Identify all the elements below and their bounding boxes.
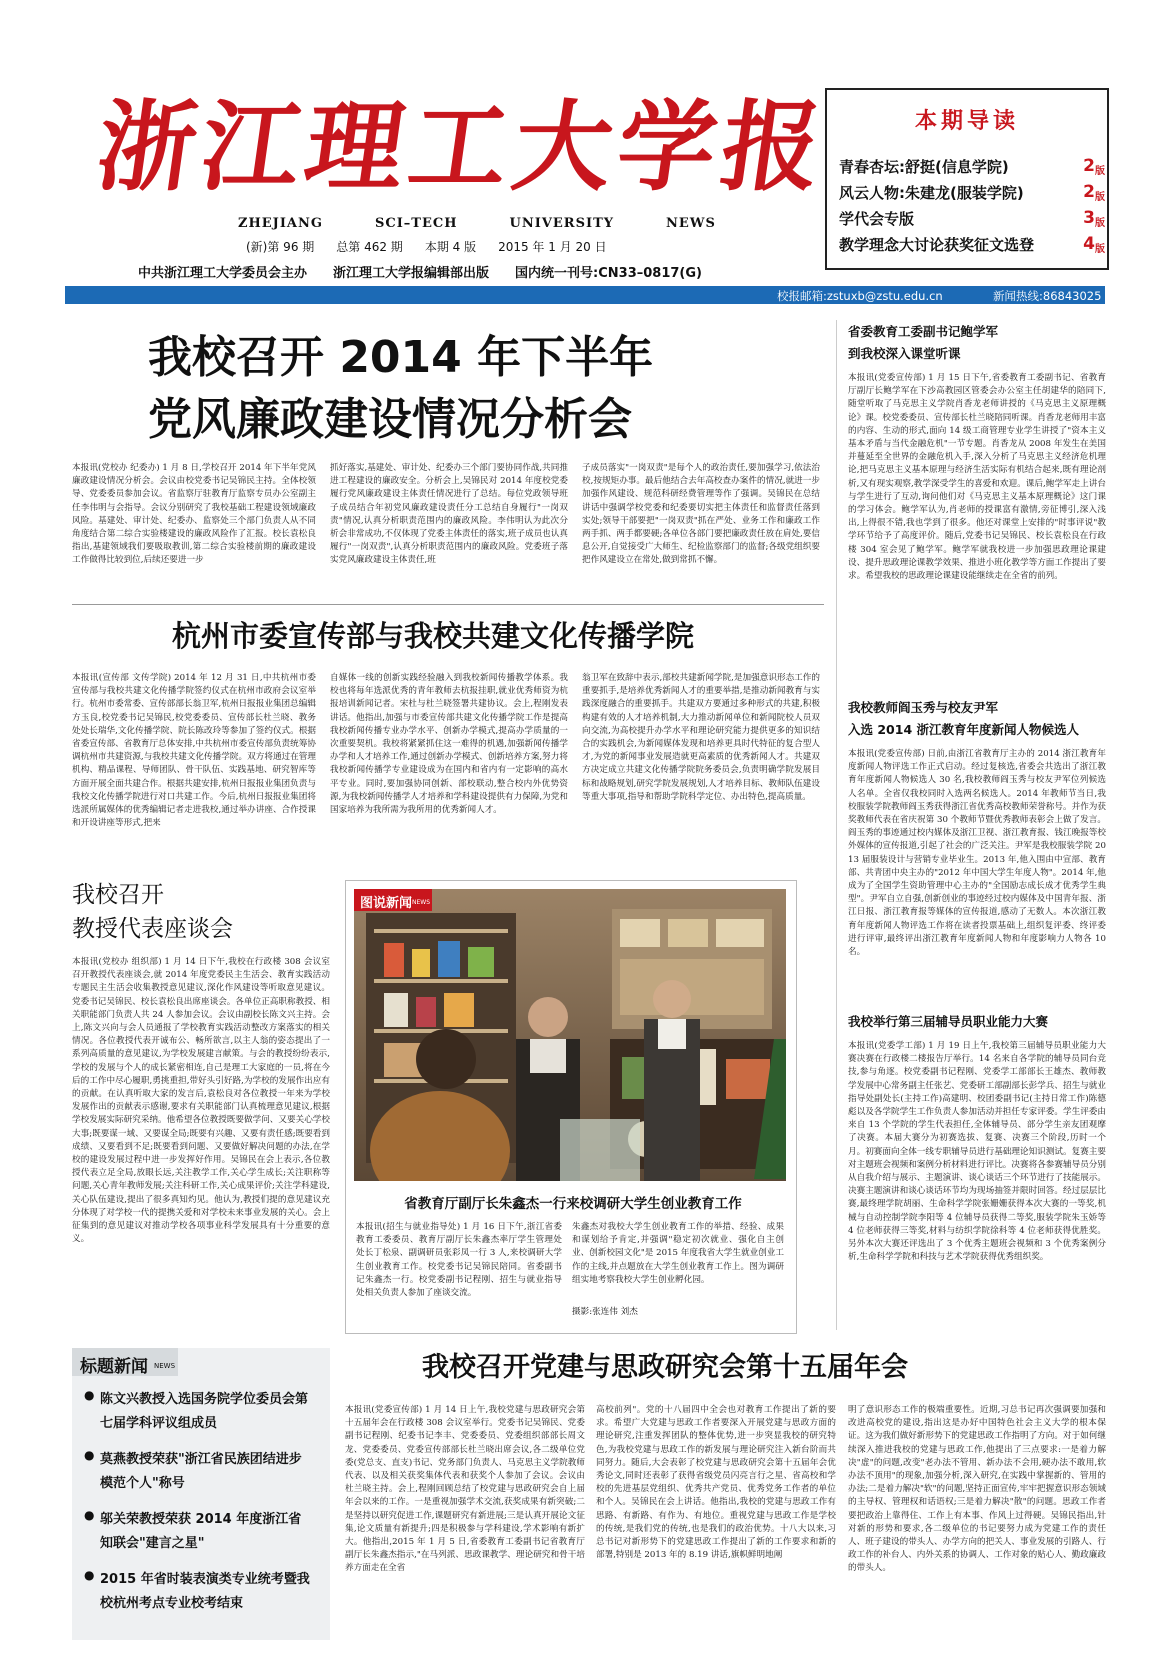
masthead-en-word: NEWS xyxy=(666,216,716,231)
guide-title: 本期导读 xyxy=(914,109,1019,134)
bullet-icon: ● xyxy=(84,1448,95,1462)
headline-news-tag-en: NEWS xyxy=(154,1362,176,1370)
guide-item-page: 2 xyxy=(1083,156,1095,176)
hangzhou-headline: 杭州市委宣传部与我校共建文化传播学院 xyxy=(172,619,695,653)
publisher: 浙江理工大学报编辑部出版 xyxy=(333,266,490,281)
issue-line xyxy=(246,236,806,254)
photo-news-tag-en: NEWS xyxy=(412,899,431,906)
headline-news-text: 2015 年省时装表演类专业统考暨我校杭州考点专业校考结束 xyxy=(100,1572,310,1611)
guide-item[interactable] xyxy=(839,156,1105,180)
photo-credit: 摄影:张连伟 刘杰 xyxy=(572,1307,638,1317)
guide-box xyxy=(825,88,1109,270)
sidebar-story3-title: 我校举行第三届辅导员职业能力大赛 xyxy=(848,1014,1049,1029)
lead-story-col3: 子成员落实"一岗双责"是每个人的政治责任,要加强学习,依法治校,按规矩办事。最后他结合去年高校查办案件的情况,就进一步加强作风建设、规范科研经费管理等作了强调。吴锦民在总结讲话中强调学校党委和纪委要切实把主体责任和监督责任落到实处;领导干部要把"一岗双责"抓在严处、业务工作和廉政工作两手抓、两手都要硬;各单位各部门要把廉政责任放在肩处,要信息公开,自觉接受广大师生、纪检监察部门的监督;各级党组织要把作风建设立在常处,做到常抓不懈。 xyxy=(582,463,820,566)
guide-item-text: 风云人物:朱建龙(服装学院) xyxy=(839,184,1024,202)
contact-email[interactable]: 校报邮箱:zstuxb@zstu.edu.cn xyxy=(777,289,943,303)
guide-item-text: 学代会专版 xyxy=(839,210,915,228)
guide-item-suffix: 版 xyxy=(1095,218,1105,229)
lead-story-col1: 本报讯(党校办 纪委办) 1 月 8 日,学校召开 2014 年下半年党风廉政建设情况分析会。会议由校党委书记吴锦民主持。全体校领导、党委委员参加会议。省监察厅驻教育厅监察专员办公室副主任李伟明与会指导。会议分别研究了我校基础工程建设领域廉政风险。基建处、审计处、纪委办、监察处三个部门负责人从不同角度结合第二综合实验楼建设的廉政风险作了汇报。校长袁松良指出,基建领域我们要吸取教训,第二综合实验楼前期的廉政建设工作做得比较到位,后续还要进一步 xyxy=(72,463,316,566)
publisher-line xyxy=(138,262,818,280)
lead-story-col2: 抓好落实,基建处、审计处、纪委办三个部门要协同作战,共同推进工程建设的廉政安全。分析会上,吴锦民对 2014 年度校党委履行党风廉政建设主体责任情况进行了总结。每位党政领导班子成员结合年初党风廉政建设责任分工总结自身履行"一岗双责"情况,认真分析职责范围内的廉政风险。李伟明认为此次分析会非常成功,不仅体现了党委主体责任的落实,班子成员也认真履行"一岗双责",认真分析职责范围内的廉政风险。党委班子落实党风廉政建设主体责任,班 xyxy=(330,463,568,566)
headline-news-tag xyxy=(72,1348,178,1376)
guide-item-suffix: 版 xyxy=(1095,244,1105,255)
sidebar-story1-title-line1: 省委教育工委副书记鲍学军 xyxy=(848,324,999,339)
headline-news-text: 邬关荣教授荣获 2014 年度浙江省知联会"建言之星" xyxy=(100,1512,302,1551)
masthead-title: 浙江理工大学报 xyxy=(89,90,835,205)
headline-news-item[interactable] xyxy=(84,1508,322,1556)
guide-item-suffix: 版 xyxy=(1095,166,1105,177)
headline-news-tag-text: 标题新闻 xyxy=(80,1357,148,1377)
photo-news-caption-title: 省教育厅副厅长朱鑫杰一行来校调研大学生创业教育工作 xyxy=(404,1196,742,1212)
sidebar-story3-text: 本报讯(党委学工部) 1 月 19 日上午,我校第三届辅导员职业能力大赛决赛在行政楼二楼报告厅举行。14 名来自各学院的辅导员同台竞技,参与角逐。校党委副书记程刚、党委学工部部长王雄杰、教师教学发展中心常务副主任张艺、党委研工部副部长彭学兵、招生与就业指导处副处长(主持工作)高建明、校团委副书记(主持日常工作)陈德彪以及各学院学生工作负责人参加活动并担任专家评委。学生评委由来自 13 个学院的学生代表担任,全体辅导员、部分学生亲友团观摩了决赛。本届大赛分为初赛选拔、复赛、决赛三个阶段,历时一个月。初赛面向全体一线专职辅导员进行基础理论知识测试。复赛主要对主题班会视频和案例分析材料进行评比。决赛将各参赛辅导员分别从自我介绍与展示、主题演讲、谈心谈话三个环节进行了技能展示。决赛主题演讲和谈心谈话环节均为现场抽签并限时回答。经过层层比赛,最终理学院胡丽、生命科学学院张姗姗获得本次大赛的一等奖,机械与自动控制学院李阳等 4 位辅导员获得二等奖,服装学院朱玉娇等 4 位老师获得三等奖,材料与纺织学院徐科等 4 位老师获得优胜奖。另外本次大赛还评选出了 3 个优秀主题班会视频和 3 个优秀案例分析,生命科学学院和科技与艺术学院获得优秀组织奖。 xyxy=(848,1041,1106,1263)
guide-item-page: 4 xyxy=(1083,234,1095,254)
lead-headline-line1: 我校召开 2014 年下半年 xyxy=(148,332,654,383)
guide-item-suffix: 版 xyxy=(1095,192,1105,203)
photo-news-tag-text: 图说新闻 xyxy=(360,896,413,911)
bullet-icon: ● xyxy=(84,1508,95,1522)
guide-item-page: 3 xyxy=(1083,208,1095,228)
hangzhou-col1: 本报讯(宣传部 文传学院) 2014 年 12 月 31 日,中共杭州市委宣传部与我校共建文化传播学院签约仪式在杭州市政府会议室举行。杭州市委常委、宣传部部长翁卫军,杭州日报报业集团总编辑方玉良,校党委书记吴锦民,校党委委员、宣传部长杜兰晓、教务处处长瑞华,文化传播学院、院长陈改玲等参加了签约仪式。根据省委宣传部、省教育厅总体安排,中共杭州市委宣传部负责统筹协调杭州市共建资源,与我校共建文化传播学院。双方将通过在管理机构、精品课程、导师团队、骨干队伍、实践基地、研究智库等方面开展全面共建合作。根据共建安排,杭州日报报业集团负责与我校文化传播学院进行对口共建工作。今后,杭州日报报业集团将选派所属媒体的优秀编辑记者走进我校,通过举办讲座、合作授课和开设讲座等形式,把来 xyxy=(72,673,316,829)
photo-news-box xyxy=(345,880,797,1334)
guide-item[interactable] xyxy=(839,182,1105,206)
sidebar-story1-text: 本报讯(党委宣传部) 1 月 15 日下午,省委教育工委副书记、省教育厅副厅长鲍学军在下沙高教园区管委会办公室主任胡建华的陪同下,随堂听取了马克思主义学院肖香龙老师讲授的《马克思主义原理概论》课。校党委委员、宣传部长杜兰晓陪同听课。肖香龙老师用丰富的内容、生动的形式,面向 14 级工商管理专业学生讲授了"资本主义基本矛盾与当代金融危机"一节专题。肖香龙从 2008 年发生在美国并蔓延至全世界的金融危机入手,深入分析了马克思主义经济危机理论,把马克思主义基本原理与经济生活实际有机结合起来,既有理论剖析,又有现实观察,教学深受学生的喜爱和欢迎。课后,鲍学军走上讲台与学生进行了互动,询问他们对《马克思主义基本原理概论》这门课的学习体会。鲍学军认为,肖老师的授课富有激情,旁征博引,深入浅出,上得很不错,我也学到了很多。他还对课堂上安排的"时事评说"教学环节给予了高度评价。随后,党委书记吴锦民、校长袁松良在行政楼 304 室会见了鲍学军。鲍学军就我校进一步加强思政理论课建设、提升思政理论课教学效果、推进小班化教学等方面工作提出了要求。希望我校的思政理论课建设能继续走在全省的前列。 xyxy=(848,373,1106,582)
bullet-icon: ● xyxy=(84,1388,95,1402)
headline-news-item[interactable] xyxy=(84,1388,322,1436)
hangzhou-col2: 自媒体一线的创新实践经验融入到我校新闻传播教学体系。我校也将每年选派优秀的青年教师去杭报挂职,就业优秀师资为杭报培训新闻记者。宋杜与杜兰晓签署共建协议。会上,程刚发表讲话。他指出,加强与市委宣传部共建文化传播学院工作是提高我校新闻传播专业办学水平、创新办学模式,提高办学质量的一次重要契机。我校将紧紧抓住这一难得的机遇,加强新闻传播学办学和人才培养工作,通过创新办学模式、创新培养方案,努力将我校新闻传播学专业建设成为在国内和省内有一定影响的高水平专业。同时,要加强协同创新、部校联动,整合校内外优势资源,为我校新闻传播学人才培养和学科建设提供有力保障,为党和国家培养为我所需为我所用的优秀新闻人才。 xyxy=(330,673,568,816)
masthead-english xyxy=(238,212,798,230)
symposium-col3: 明了意识形态工作的极端重要性。近期,习总书记再次强调要加强和改进高校党的建设,指出这是办好中国特色社会主义大学的根本保证。这为我们做好新形势下的党建思政工作指明了方向。对于如何继续深入推进我校的党建与思政工作,他提出了三点要求:一是着力解决"虚"的问题,改变"老办法不管用、新办法不会用,硬办法不敢用,软办法不顶用"的现象,加强分析,深入研究,在实践中掌握新的、管用的办法;二是着力解决"软"的问题,坚持正面宣传,牢牢把握意识形态领域的主导权、管理权和话语权;三是着力解决"散"的问题。思政工作者要把政治上靠得住、工作上有本事、作风上过得硬。吴锦民指出,针对新的形势和要求,各二级单位的书记要努力成为党建工作的责任人、班子建设的带头人、办学方向的把关人、事业发展的引路人、行政工作的补台人、内外关系的协调人、工作对象的贴心人、勤政廉政的带头人。 xyxy=(848,1405,1106,1574)
guide-item-text: 青春杏坛:舒挺(信息学院) xyxy=(839,158,1009,176)
lead-headline-line2: 党风廉政建设情况分析会 xyxy=(148,394,632,445)
photo-news-tag xyxy=(354,889,432,911)
sidebar-story2-title-line2: 入选 2014 浙江教育年度新闻人物候选人 xyxy=(848,722,1079,737)
headline-news-item[interactable] xyxy=(84,1448,322,1496)
headline-news-text: 莫燕教授荣获"浙江省民族团结进步模范个人"称号 xyxy=(100,1452,302,1491)
issue-date: 2015 年 1 月 20 日 xyxy=(498,240,607,254)
masthead-en-word: ZHEJIANG xyxy=(238,216,323,231)
guide-item[interactable] xyxy=(839,208,1105,232)
symposium-headline: 我校召开党建与思政研究会第十五届年会 xyxy=(422,1352,908,1383)
cn-number: 国内统一刊号:CN33–0817(G) xyxy=(515,266,702,281)
divider xyxy=(72,604,824,605)
symposium-col1: 本报讯(党委宣传部) 1 月 14 日上午,我校党建与思政研究会第十五届年会在行政楼 308 会议室举行。党委书记吴锦民、党委副书记程刚、纪委书记李丰、党委委员、党委组织部部长周文龙、党委委员、党委宣传部部长杜兰晓出席会议,各二级单位党委(党总支、直支)书记、党务部门负责人、马克思主义学院教师代表、以及相关获奖集体代表和获奖个人参加了会议。会议由杜兰晓主持。会上,程刚回顾总结了校党建与思政研究会自上届年会以来的工作。一是重视加强学术交流,获奖成果有新突破;二是坚持以研究促进工作,课题研究有新进展;三是认真开展论文征集,论文质量有新提升;四是积极参与学科建设,学术影响有新扩大。他指出,2015 年 1 月 5 日,省委教育工委副书记省教育厅副厅长朱鑫杰指示,"在马列派、思政课教学、理论研究和骨干培养方面走在全省 xyxy=(345,1405,585,1574)
contact-bar xyxy=(65,286,1105,304)
professors-text: 本报讯(党校办 组织部) 1 月 14 日下午,我校在行政楼 308 会议室召开教授代表座谈会,就 2014 年度党委民主生活会、教育实践活动专题民主生活会收集教授意见建议,深化作风建设等听取意见建议。党委书记吴锦民、校长袁松良出席座谈会。各单位正高职称教授、相关职能部门负责人共 24 人参加会议。会议由副校长陈文兴主持。会上,陈文兴向与会人员通报了学校教育实践活动整改方案落实的相关情况。各位教授代表开诚布公、畅所欲言,以主人翁的姿态提出了一系列高质量的意见建议,为学校发展建言献策。与会的教授纷纷表示,学校的发展与个人的成长紧密相连,自己是理工大家庭的一员,将在今后的工作中尽心履职,勇挑重担,带好头引好路,为学校的发展作出应有的贡献。在认真听取大家的发言后,袁松良对各位教授一年来为学校发展作出的贡献表示感谢,要求有关职能部门认真梳理意见建议,根据学校发展实际研究采纳。他希望各位教授既要做学问、又要关心学校大事;既要谋一域、又要谋全局;既要有兴趣、又要有责任感;既要看到成绩、又要看到不足;既要看到问题、又要做好解决问题的办法,在学校的建设发展过程中进一步发挥好作用。吴锦民在会上表示,各位教授代表立足全局,放眼长远,关注教学工作,关心学生成长;关注职称等问题,关心青年教师发展;关注科研工作,关心成果评价;关注学科建设,关心队伍建设,提出了很多真知灼见。他认为,教授们提的意见建议充分体现了对学校一代的提携关爱和对学校未来事业发展的关心。会上征集到的意见建议对推动学校各项事业科学发展具有十分重要的意义。 xyxy=(72,957,330,1245)
headline-news-box xyxy=(72,1348,330,1640)
issue-pages: 本期 4 版 xyxy=(424,240,477,254)
bullet-icon: ● xyxy=(84,1568,95,1582)
headline-news-text: 陈文兴教授入选国务院学位委员会第七届学科评议组成员 xyxy=(100,1392,309,1431)
sidebar-divider xyxy=(836,320,837,1330)
photo-news-col1: 本报讯(招生与就业指导处) 1 月 16 日下午,浙江省委教育工委委员、教育厅副厅长朱鑫杰率厅学生管理处处长丁松泉、副调研员张彩凤一行 3 人,来校调研大学生创业教育工作。校党委书记吴锦民陪同。省委副书记朱鑫杰一行。校党委副书记程刚、招生与就业指导处相关负责人参加了座谈交流。 xyxy=(356,1222,562,1299)
professors-headline-line1: 我校召开 xyxy=(72,882,164,908)
masthead-en-word: UNIVERSITY xyxy=(509,216,615,231)
issue-new: (新)第 96 期 xyxy=(246,240,315,254)
guide-item-page: 2 xyxy=(1083,182,1095,202)
symposium-col2: 高校前列"。党的十八届四中全会也对教育工作提出了新的要求。希望广大党建与思政工作者要深入开展党建与思政方面的理论研究,注重发挥团队的整体优势,进一步突显我校的研究特色,为我校党建与思政工作的新发展与理论研究注入新台阶而共同努力。随后,大会表彰了校党建与思政研究会第十五届年会优秀论文,同时还表彰了获得省级党员闪亮言行之星、省高校和学校的先进基层党组织、优秀共产党员、优秀党务工作者的单位和个人。吴锦民在会上讲话。他指出,我校的党建与思政工作有思路、有新路、有作为、有地位。重视党建与思政工作是学校的传统,是我们党的传统,也是我们的政治优势。十八大以来,习总书记对新形势下的党建思政工作提出了新的工作要求和新的部署,特别是 2013 年的 8.19 讲话,旗帜鲜明地阐 xyxy=(596,1405,836,1561)
guide-item[interactable] xyxy=(839,234,1105,258)
professors-headline-line2: 教授代表座谈会 xyxy=(72,916,233,942)
sidebar-story2-title-line1: 我校教师阎玉秀与校友尹军 xyxy=(848,700,999,715)
photo-news-col2: 朱鑫杰对我校大学生创业教育工作的举措、经验、成果和谋划给予肯定,并强调"稳定初次就业、强化自主创业、创新校园文化"是 2015 年度我省大学生就业创业工作的主线,并点题放在大学生创业教育工作上。图为调研组实地考察我校大学生创业孵化园。 xyxy=(572,1222,784,1285)
sidebar-story2-text: 本报讯(党委宣传部) 日前,由浙江省教育厅主办的 2014 浙江教育年度新闻人物评选工作正式启动。经过复核选,省委会共选出了浙江教育年度新闻人物候选人 30 名,我校教师阎玉秀与校友尹军位列候选人名单。全省仅我校同时入选两名候选人。2014 年教师节当日,我校服装学院教师阎玉秀获得浙江省优秀高校教师荣誉称号。并作为获奖教师代表在省庆祝第 30 个教师节暨优秀教师表彰会上做了发言。阎玉秀的事迹通过校内媒体及浙江卫视、浙江教育报、钱江晚报等校外媒体的宣传报道,引起了社会的广泛关注。尹军是我校服装学院 2013 届服装设计与营销专业毕业生。2013 年,他入围由中宣部、教育部、共青团中央主办的"2012 年中国大学生年度人物"。2014 年,他成为了全国学生资助管理中心主办的"全国励志成长成才优秀学生典型"。尹军自立自强,创新创业的事迹经过校内媒体及中国青年报、浙江日报、浙江教育报等媒体的宣传报道,感动了无数人。本次浙江教育年度新闻人物评选工作将在读者投票基础上,组织复评委、终评委进行评审,最终评出浙江教育年度新闻人物和年度影响力人物各 10 名。 xyxy=(848,749,1106,958)
issue-total: 总第 462 期 xyxy=(336,240,403,254)
headline-news-item[interactable] xyxy=(84,1568,322,1616)
masthead-en-word: SCI–TECH xyxy=(374,216,458,231)
contact-hotline: 新闻热线:86843025 xyxy=(993,289,1102,303)
sponsor: 中共浙江理工大学委员会主办 xyxy=(138,266,308,281)
photo-illustration xyxy=(354,889,786,1181)
guide-item-text: 教学理念大讨论获奖征文选登 xyxy=(839,236,1035,254)
sidebar-story1-title-line2: 到我校深入课堂听课 xyxy=(848,346,961,361)
photo-news-image xyxy=(354,889,786,1181)
hangzhou-col3: 翁卫军在致辞中表示,部校共建新闻学院,是加强意识形态工作的重要抓手,是培养优秀新闻人才的重要举措,是推动新闻教育与实践深度融合的重要抓手。共建双方要通过多种形式的共建,积极构建有效的人才培养机制,大力推动新闻单位和新闻院校人员双向交流,为高校提升办学水平和理论研究能力提供更多的知识结合的实践机会,为新闻媒体发现和培养更具时代特征的复合型人才,为党的新闻事业发展造就更高素质的优秀新闻人才。共建双方决定成立共建文化传播学院院务委员会,负责明确学院发展目标和战略规划,研究学院发展规划,人才培养目标、教师队伍建设等重大事项,指导和帮助学院科学定位、办出特色,提高质量。 xyxy=(582,673,820,802)
